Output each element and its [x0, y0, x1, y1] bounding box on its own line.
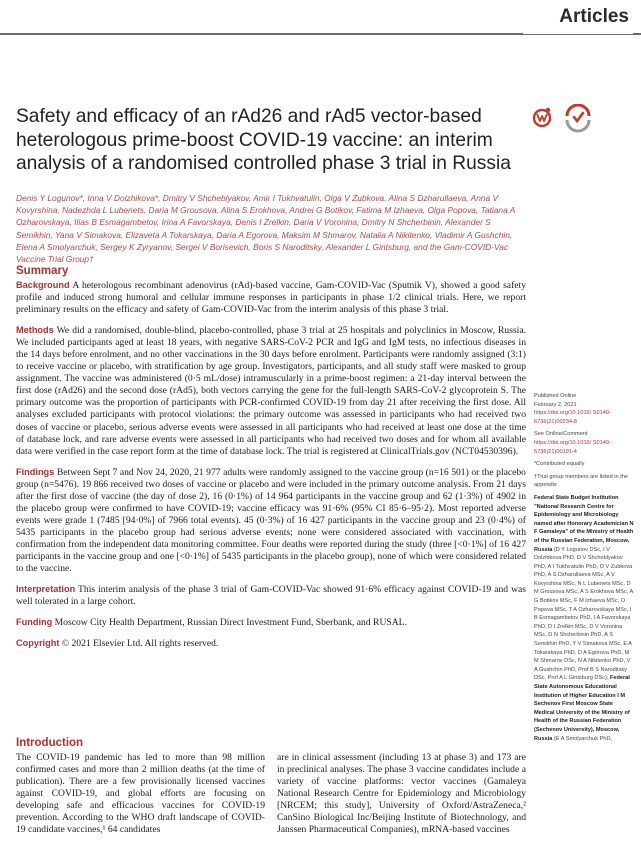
- findings-text: Between Sept 7 and Nov 24, 2020, 21 977 adults were randomly assigned to the vaccine group (n=16 501) or the placebo group (n=5476). 19 866 received two doses of vaccine or placebo and were included in the primary outcome analysis. From 21 days after the first dose of vaccine (the day of dose 2), 16 (0·1%) of 14 964 participants in the vaccine group and 62 (1·3%) of 4902 in the placebo group were confirmed to have COVID-19; vaccine efficacy was 91·6% (95% CI 85·6–95·2). Most reported adverse events were grade 1 (7485 [94·0%] of 7966 total events). 45 (0·3%) of 16 427 participants in the vaccine group and 23 (0·4%) of 5435 participants in the placebo group had serious adverse events; none were considered associated with vaccination, with confirmation from the independent data monitoring committee. Four deaths were reported during the study (three [<0·1%] of 16 427 participants in the vaccine group and one [<0·1%] of 5435 participants in the placebo group), none of which were considered related to the vaccine.: [16, 466, 526, 575]
- interpretation-text: This interim analysis of the phase 3 trial of Gam-COVID-Vac showed 91·6% efficacy against COVID-19 and was well tolerated in a large cohort.: [16, 584, 526, 608]
- comment-info: [534, 430, 634, 456]
- background-label: Background: [16, 280, 70, 290]
- sidebar: [534, 392, 634, 747]
- article-icons: [531, 104, 601, 138]
- copyright-paragraph: [16, 637, 526, 650]
- introduction-columns: [16, 752, 526, 836]
- introduction-section: [16, 737, 526, 836]
- methods-label: Methods: [16, 325, 54, 336]
- open-access-icon[interactable]: [531, 106, 553, 128]
- article-doi-link[interactable]: https://doi.org/10.1016/ S0140-6736(21)00234-8: [534, 410, 611, 425]
- methods-text: We did a randomised, double-blind, placebo-controlled, phase 3 trial at 25 hospitals and polyclinics in Moscow, Russia. We included participants aged at least 18 years, with negative SARS-CoV-2 PCR and IgG and IgM tests, no infectious diseases in the 14 days before enrolment, and no other vaccinations in the 30 days before enrolment. Participants were randomly assigned (3:1) to receive vaccine or placebo, with stratification by age group. Investigators, participants, and all study staff were masked to group assignment. The vaccine was administered (0·5 mL/dose) intramuscularly in a prime-boost regimen: a 21-day interval between the first dose (rAd26) and the second dose (rAd5), both vectors carrying the gene for the full-length SARS-CoV-2 glycoprotein S. The primary outcome was the proportion of participants with PCR-confirmed COVID-19 from day 21 after receiving the first dose. All analyses excluded participants with protocol violations: the primary outcome was assessed in participants who had received two doses of vaccine or placebo, serious adverse events were assessed in all participants who had received at least one dose at the time of database lock, and rare adverse events were assessed in all participants who had received two doses and for whom all available data were verified in the case report form at the time of database lock. The trial is registered at ClinicalTrials.gov (NCT04530396).: [16, 325, 526, 457]
- funding-text: Moscow City Health Department, Russian Direct Investment Fund, Sberbank, and RUSAL.: [54, 617, 407, 629]
- affiliation-1-name: Federal State Budget Institution "National Research Centre for Epidemiology and Microbiology named after Honorary Academician N F Gamaleya" of the Ministry of Health of the Russian Federation, Moscow, Russia: [534, 494, 634, 553]
- introduction-heading: Introduction: [16, 737, 84, 749]
- author-list: Denis Y Logunov*, Inna V Dolzhikova*, Dmitry V Shcheblyakov, Amir I Tukhvatulin, Olga V Zubkova, Alina S Dzharullaeva, Anna V Kovyrshina, Nadezhda L Lubenets, Daria M Grousova, Alina S Erokhova, Andrei G Botikov, Fatima M Izhaeva, Olga Popova, Tatiana A Ozharovskaya, Ilias B Esmagambetov, Irina A Favorskaya, Denis I Zrelkin, Daria V Voronina, Dmitry N Shcherbinin, Alexander S Semikhin, Yana V Simakova, Elizaveta A Tokarskaya, Daria A Egorova, Maksim M Shmarov, Natalia A Nikitenko, Vladimir A Gushchin, Elena A Smolyarchuk, Sergey K Zyryanov, Sergei V Borisevich, Boris S Naroditsky, Alexander L Gintsburg, and the Gam-COVID-Vac Vaccine Trial Group†: [16, 193, 516, 265]
- publication-info: [534, 392, 634, 426]
- introduction-column-2: are in clinical assessment (including 13 at phase 3) and 173 are in preclinical analyses. The phase 3 vaccine candidates include a variety of vaccine platforms: vector vaccines (Gamaleya National Research Centre for Epidemiology and Microbiology [NRCEM; this study], University of Oxford/AstraZeneca,² CanSino Biological Inc/Beijing Institute of Biotechnology, and Janssen Pharmaceutical Companies), mRNA-based vaccines: [277, 752, 526, 836]
- page-header: [0, 0, 641, 40]
- interpretation-paragraph: [16, 583, 526, 608]
- affiliation-1-people: (D Y Logunov DSc, I V Dolzhikova PhD, D V Shcheblyakov PhD, A I Tukhvatulin PhD, O V Zubkova PhD, A S Dzharullaeva MSc, A V Kovyrshina MSc, N L Lubenets MSc, D M Grousova MSc, A S Erokhova MSc, A G Botikov MSc, F M Izhaeva MSc, O Popova MSc, T A Ozharovskaya MSc, I B Esmagambetov PhD, I A Favorskaya PhD, D I Zrelkin MSc, D V Voronina MSc, D N Shcherbinin PhD, A S Semikhin PhD, Y V Simakova MSc, E A Tokarskaya PhD, D A Egorova PhD, M M Shmarov DSc, N A Nikitenko PhD, V A Gushchin PhD, Prof B S Naroditsky DSc, Prof A L Gintsburg DSc);: [534, 546, 633, 682]
- article-title: Safety and efficacy of an rAd26 and rAd5 vector-based heterologous prime-boost COVID-19 vaccine: an interim analysis of a randomised controlled phase 3 trial in Russia: [16, 106, 511, 174]
- introduction-column-1: The COVID-19 pandemic has led to more than 98 million confirmed cases and more than 2 million deaths (at the time of publication). There are a few provisionally licensed vaccines against COVID-19, and global efforts are focusing on developing safe and efficacious vaccines for COVID-19 prevention. According to the WHO draft landscape of COVID-19 candidate vaccines,¹ 64 candidates: [16, 752, 265, 836]
- contribution-note: *Contributed equally: [534, 461, 585, 468]
- summary-heading: Summary: [16, 265, 69, 277]
- copyright-text: © 2021 Elsevier Ltd. All rights reserved.: [61, 638, 219, 650]
- background-text: A heterologous recombinant adenovirus (rAd)-based vaccine, Gam-COVID-Vac (Sputnik V), showed a good safety profile and induced strong humoral and cellular immune responses in participants in phase 1/2 clinical trials. Here, we report preliminary results on the efficacy and safety of Gam-COVID-Vac from the interim analysis of this phase 3 trial.: [16, 280, 526, 316]
- published-date: February 2, 2021: [534, 401, 577, 408]
- methods-paragraph: [16, 324, 526, 458]
- funding-paragraph: [16, 616, 526, 629]
- crossmark-icon[interactable]: [563, 104, 593, 134]
- affiliation-2-people: (E A Smolyarchuk PhD,: [553, 735, 613, 742]
- comment-doi-link[interactable]: https://doi.org/10.1016/ S0140-6736(21)00191-4: [534, 439, 611, 455]
- comment-label: See Online/Comment: [534, 431, 588, 438]
- copyright-label: Copyright: [16, 638, 60, 649]
- summary-section: [16, 265, 526, 658]
- background-paragraph: [16, 279, 526, 316]
- published-label: Published Online: [534, 393, 577, 399]
- funding-label: Funding: [16, 617, 53, 628]
- trial-group-note: †Trial group members are listed in the appendix: [534, 473, 628, 489]
- affiliation-1: [534, 494, 634, 743]
- affiliation-2-name: Federal State Autonomous Educational Institution of Higher Education I M Sechenov First Moscow State Medical University of the Ministry of Health of the Russian Federation (Sechenov University), Moscow, Russia: [534, 675, 630, 742]
- interpretation-label: Interpretation: [16, 584, 76, 595]
- section-label: Articles: [523, 4, 633, 34]
- findings-paragraph: [16, 466, 526, 575]
- findings-label: Findings: [16, 466, 55, 477]
